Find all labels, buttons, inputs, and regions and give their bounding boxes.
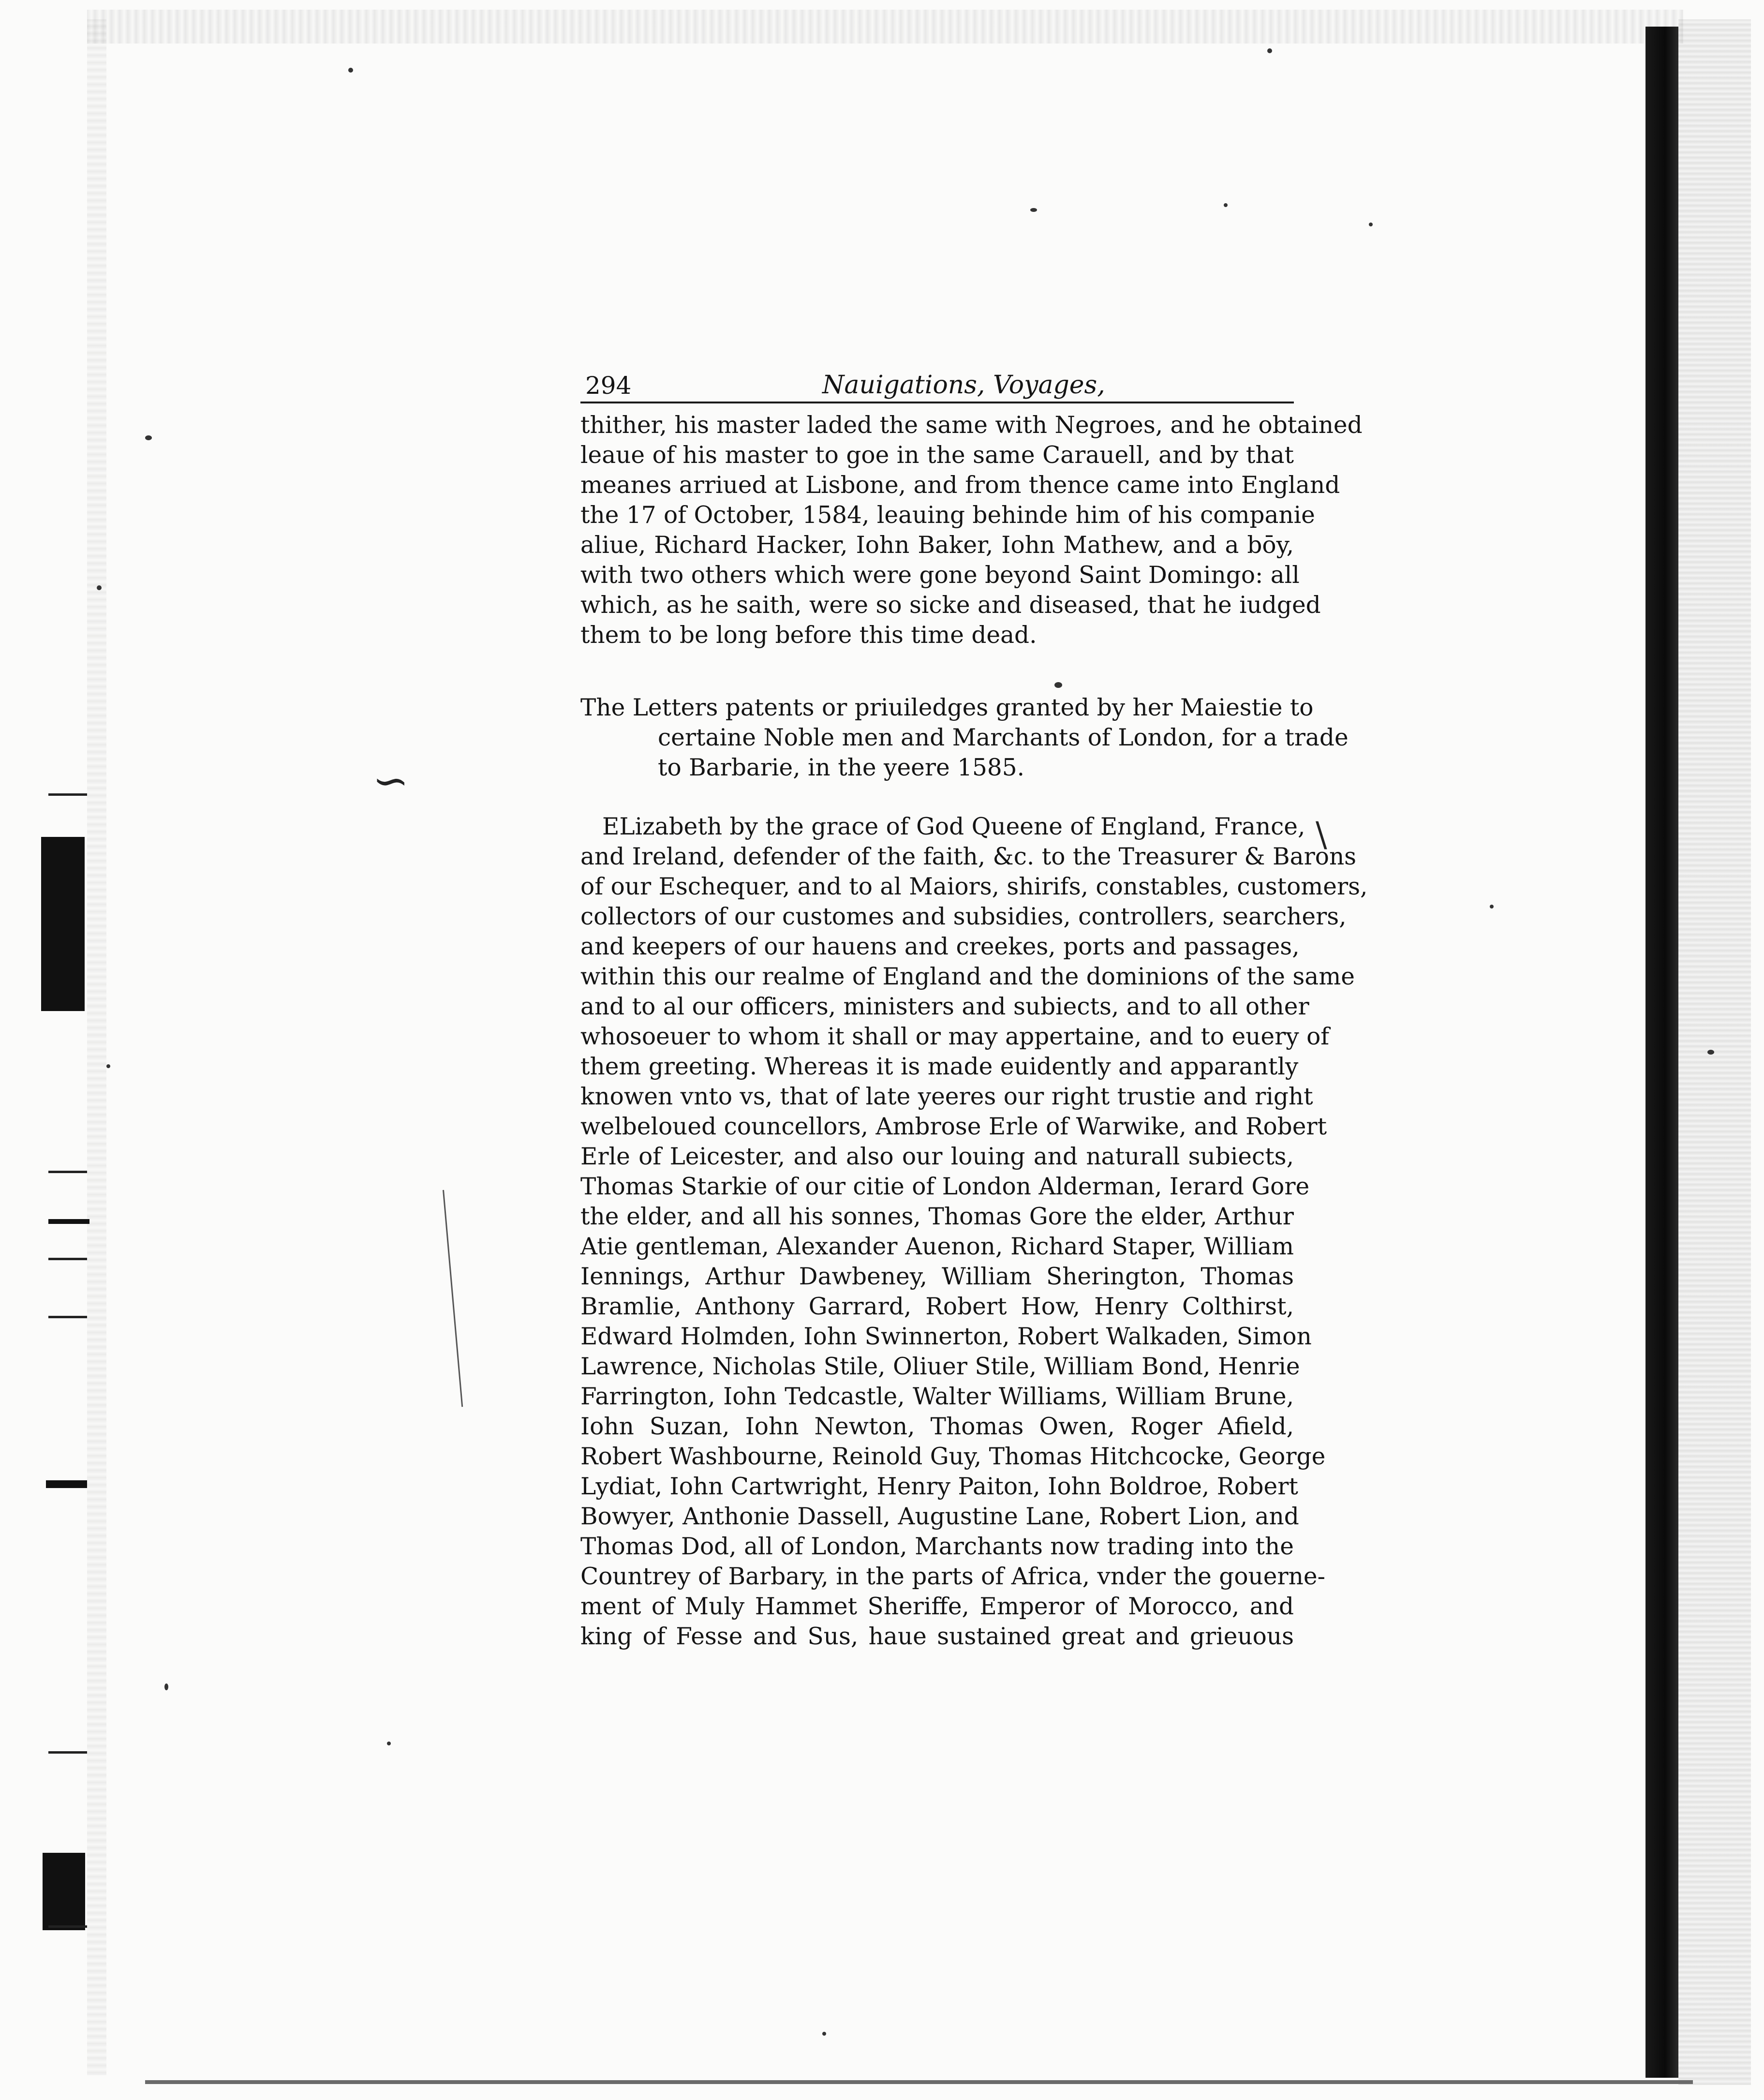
- margin-rule-mark: [48, 1925, 87, 1928]
- margin-rule-mark: [48, 793, 87, 796]
- text-line: Edward Holmden, Iohn Swinnerton, Robert Walkaden, Simon: [580, 1323, 1312, 1350]
- book-spine-shadow: [1645, 27, 1678, 2078]
- text-line: thither, his master laded the same with Negroes, and he obtained: [580, 412, 1363, 439]
- text-line: Countrey of Barbary, in the parts of Africa, vnder the gouerne-: [580, 1563, 1325, 1590]
- scan-speck: [348, 68, 353, 73]
- text-line: and Ireland, defender of the faith, &c. to the Treasurer & Barons: [580, 843, 1357, 870]
- text-line: with two others which were gone beyond Saint Domingo: all: [580, 562, 1300, 589]
- text-line: Thomas Dod, all of London, Marchants now trading into the: [580, 1533, 1294, 1560]
- scan-speck: [822, 2032, 826, 2036]
- text-line: welbeloued councellors, Ambrose Erle of Warwike, and Robert: [580, 1113, 1327, 1140]
- scan-speck: [97, 585, 102, 590]
- scan-speck: [106, 1064, 110, 1068]
- margin-rule-mark: [48, 1258, 87, 1260]
- margin-ink-blob: [41, 837, 85, 1011]
- running-header: [580, 368, 1294, 403]
- text-line: whosoeuer to whom it shall or may appertaine, and to euery of: [580, 1023, 1330, 1050]
- text-line: Iennings, Arthur Dawbeney, William Sherington, Thomas: [580, 1263, 1294, 1290]
- letters-patent-paragraph: [580, 812, 1368, 1652]
- text-line: of our Eschequer, and to al Maiors, shirifs, constables, customers,: [580, 873, 1368, 900]
- text-line: Bowyer, Anthonie Dassell, Augustine Lane, Robert Lion, and: [580, 1503, 1299, 1530]
- scan-speck: [164, 1683, 168, 1690]
- title-line: The Letters patents or priuiledges granted by her Maiestie to: [580, 694, 1314, 721]
- scan-spine-edge: [1678, 19, 1751, 2085]
- page-number: 294: [585, 372, 632, 400]
- scan-speck: [1224, 203, 1228, 207]
- text-line: which, as he saith, were so sicke and diseased, that he iudged: [580, 592, 1321, 619]
- scan-speck: [1707, 1050, 1714, 1055]
- text-line: ELizabeth by the grace of God Queene of England, France,: [602, 813, 1305, 840]
- page-text-block: [580, 368, 1368, 1652]
- text-line: within this our realme of England and the dominions of the same: [580, 963, 1355, 990]
- text-line: Atie gentleman, Alexander Auenon, Richard Staper, William: [580, 1233, 1294, 1260]
- paragraph-continuation: [580, 410, 1363, 650]
- pencil-mark: [443, 1190, 463, 1407]
- text-line: knowen vnto vs, that of late yeeres our right trustie and right: [580, 1083, 1313, 1110]
- text-line: them to be long before this time dead.: [580, 622, 1037, 649]
- margin-rule-mark: [48, 1316, 87, 1318]
- text-line: Iohn Suzan, Iohn Newton, Thomas Owen, Roger Afield,: [580, 1413, 1294, 1440]
- text-line: Bramlie, Anthony Garrard, Robert How, Henry Colthirst,: [580, 1293, 1294, 1320]
- text-line: Lydiat, Iohn Cartwright, Henry Paiton, Iohn Boldroe, Robert: [580, 1473, 1298, 1500]
- text-line: Thomas Starkie of our citie of London Alderman, Ierard Gore: [580, 1173, 1310, 1200]
- text-line: king of Fesse and Sus, haue sustained great and grieuous: [580, 1623, 1294, 1650]
- running-title: Nauigations, Voyages,: [822, 371, 1105, 400]
- text-line: Lawrence, Nicholas Stile, Oliuer Stile, William Bond, Henrie: [580, 1353, 1300, 1380]
- text-line: meanes arriued at Lisbone, and from thence came into England: [580, 472, 1340, 499]
- text-line: leaue of his master to goe in the same Carauell, and by that: [580, 442, 1294, 469]
- text-line: the elder, and all his sonnes, Thomas Gore the elder, Arthur: [580, 1203, 1294, 1230]
- text-line: Robert Washbourne, Reinold Guy, Thomas Hitchcocke, George: [580, 1443, 1326, 1470]
- text-line: Erle of Leicester, and also our louing and naturall subiects,: [580, 1143, 1294, 1170]
- text-line: collectors of our customes and subsidies, controllers, searchers,: [580, 903, 1347, 930]
- text-line: ment of Muly Hammet Sheriffe, Emperor of Morocco, and: [580, 1593, 1294, 1620]
- text-line: them greeting. Whereas it is made euidently and apparantly: [580, 1053, 1299, 1080]
- margin-ink-blob: [46, 1480, 87, 1488]
- scan-speck: [145, 435, 152, 440]
- margin-squiggle: ∽: [372, 756, 409, 806]
- margin-rule-mark: [48, 1751, 87, 1754]
- title-line: to Barbarie, in the yeere 1585.: [658, 754, 1025, 781]
- title-line: certaine Noble men and Marchants of London, for a trade: [658, 724, 1349, 751]
- scan-speck: [1369, 223, 1373, 226]
- text-line: and keepers of our hauens and creekes, ports and passages,: [580, 933, 1300, 960]
- margin-squiggle: \: [1316, 815, 1327, 854]
- section-title: [580, 693, 1349, 783]
- text-line: and to al our officers, ministers and subiects, and to all other: [580, 993, 1309, 1020]
- margin-rule-mark: [48, 1171, 87, 1173]
- scan-speck: [1030, 208, 1037, 212]
- scan-speck: [1267, 48, 1272, 53]
- margin-ink-blob: [43, 1853, 85, 1930]
- scan-left-edge: [87, 19, 106, 2075]
- scan-bottom-edge: [145, 2080, 1693, 2084]
- scan-speck: [1490, 905, 1494, 909]
- scan-speck: [387, 1742, 391, 1745]
- scan-top-edge: [87, 10, 1683, 44]
- text-line: aliue, Richard Hacker, Iohn Baker, Iohn Mathew, and a bōy,: [580, 532, 1294, 559]
- text-line: the 17 of October, 1584, leauing behinde him of his companie: [580, 502, 1315, 529]
- text-line: Farrington, Iohn Tedcastle, Walter Williams, William Brune,: [580, 1383, 1294, 1410]
- margin-ink-blob: [48, 1219, 89, 1224]
